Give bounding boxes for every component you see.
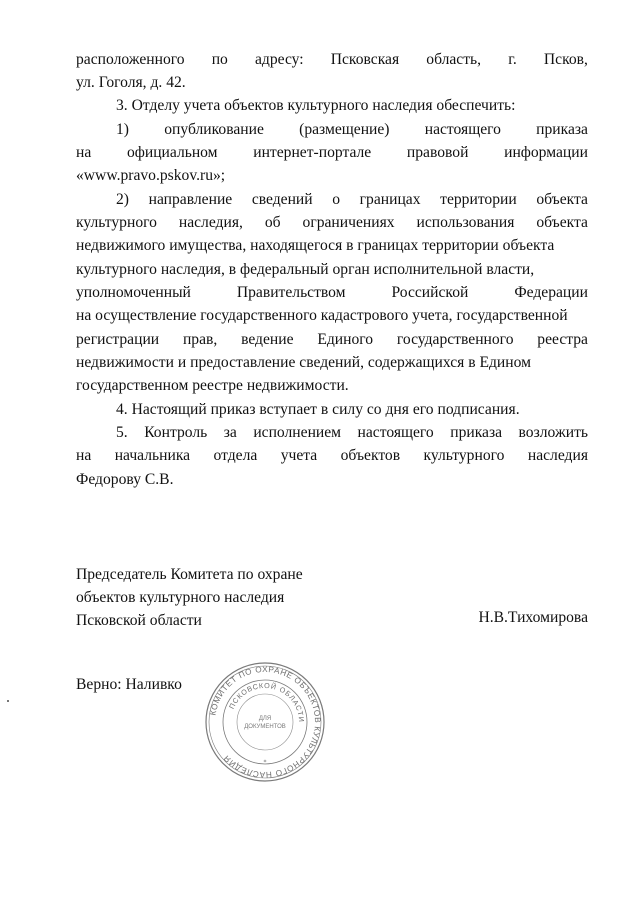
word: опубликование xyxy=(164,121,264,138)
word: уполномоченный xyxy=(76,284,191,301)
word: настоящего xyxy=(357,424,434,441)
word: реестра xyxy=(537,331,588,348)
word: культурного xyxy=(423,447,505,464)
word: 5. xyxy=(116,424,128,441)
text-line-3: 3. Отделу учета объектов культурного наследия обеспечить: xyxy=(116,97,516,114)
text-line-9: недвижимого имущества, находящегося в границах территории объекта xyxy=(76,237,555,254)
word: учета xyxy=(280,447,318,464)
text-line-18 xyxy=(76,446,588,466)
signature-title-line-2: объектов культурного наследия xyxy=(76,589,285,606)
word: 1) xyxy=(116,121,129,138)
text-line-2: ул. Гоголя, д. 42. xyxy=(76,74,186,91)
word: отдела xyxy=(213,447,258,464)
word: приказа xyxy=(536,121,588,138)
word: регистрации xyxy=(76,331,160,348)
word: официальном xyxy=(126,144,218,161)
word: государственного xyxy=(396,331,514,348)
word: объектов xyxy=(340,447,401,464)
word: исполнением xyxy=(253,424,342,441)
word: территории xyxy=(440,191,517,208)
word: правовой xyxy=(406,144,469,161)
text-line-5 xyxy=(76,143,588,163)
text-line-10: культурного наследия, в федеральный орган исполнительной власти, xyxy=(76,261,535,278)
official-seal-stamp xyxy=(203,660,327,784)
word: сведений xyxy=(251,191,313,208)
word: за xyxy=(223,424,237,441)
stamp-inner-text: ПСКОВСКОЙ ОБЛАСТИ xyxy=(227,680,307,723)
word: ограничениях xyxy=(302,214,395,231)
word: адресу: xyxy=(254,51,304,68)
word: расположенного xyxy=(76,51,185,68)
stamp-center-text-1: ДЛЯ xyxy=(258,716,272,722)
word: о xyxy=(332,191,341,208)
word: интернет-портале xyxy=(253,144,372,161)
text-line-12: на осуществление государственного кадастрового учета, государственной xyxy=(76,307,568,324)
word: на xyxy=(76,447,92,464)
signatory-name: Н.В.Тихомирова xyxy=(478,609,588,626)
stamp-center-text-2: ДОКУМЕНТОВ xyxy=(244,724,286,730)
word: начальника xyxy=(114,447,191,464)
text-line-8 xyxy=(76,213,588,233)
word: Псков, xyxy=(543,51,588,68)
verno-note: Верно: Наливко xyxy=(76,676,182,693)
text-line-15: государственном реестре недвижимости. xyxy=(76,377,349,394)
text-line-19: Федорову С.В. xyxy=(76,471,174,488)
word: направление xyxy=(148,191,233,208)
word: настоящего xyxy=(424,121,501,138)
word: (размещение) xyxy=(299,121,390,138)
text-line-17 xyxy=(116,423,588,443)
text-line-1 xyxy=(76,50,588,70)
text-line-16: 4. Настоящий приказ вступает в силу со дня его подписания. xyxy=(116,401,520,418)
stamp-star-icon: * xyxy=(263,759,267,766)
word: Единого xyxy=(317,331,374,348)
stamp-outer-text: КОМИТЕТ ПО ОХРАНЕ ОБЪЕКТОВ КУЛЬТУРНОГО НАСЛЕДИЯ xyxy=(208,664,323,780)
word: наследия, xyxy=(178,214,243,231)
text-line-4 xyxy=(116,120,588,140)
word: культурного xyxy=(76,214,157,231)
text-line-11 xyxy=(76,283,588,303)
word: Контроль xyxy=(144,424,208,441)
signature-title-line-3: Псковской области xyxy=(76,612,202,629)
word: область, xyxy=(426,51,482,68)
signature-title-line-1: Председатель Комитета по охране xyxy=(76,566,303,583)
word: приказа xyxy=(450,424,503,441)
word: Правительством xyxy=(236,284,346,301)
word: границах xyxy=(359,191,421,208)
word: наследия xyxy=(527,447,588,464)
text-line-14: недвижимости и предоставление сведений, содержащихся в Едином xyxy=(76,354,531,371)
word: информации xyxy=(504,144,588,161)
word: возложить xyxy=(518,424,588,441)
word: Российской xyxy=(391,284,469,301)
word: объекта xyxy=(536,214,588,231)
text-line-13 xyxy=(76,330,588,350)
word: по xyxy=(211,51,228,68)
word: Федерации xyxy=(514,284,588,301)
word: использования xyxy=(416,214,515,231)
word: Псковская xyxy=(330,51,400,68)
word: г. xyxy=(508,51,517,68)
word: на xyxy=(76,144,92,161)
speck-mark xyxy=(7,700,9,702)
word: прав, xyxy=(182,331,218,348)
word: об xyxy=(264,214,281,231)
text-line-6: «www.pravo.pskov.ru»; xyxy=(76,167,226,184)
word: объекта xyxy=(536,191,588,208)
text-line-7 xyxy=(116,190,588,210)
word: ведение xyxy=(241,331,294,348)
word: 2) xyxy=(116,191,129,208)
